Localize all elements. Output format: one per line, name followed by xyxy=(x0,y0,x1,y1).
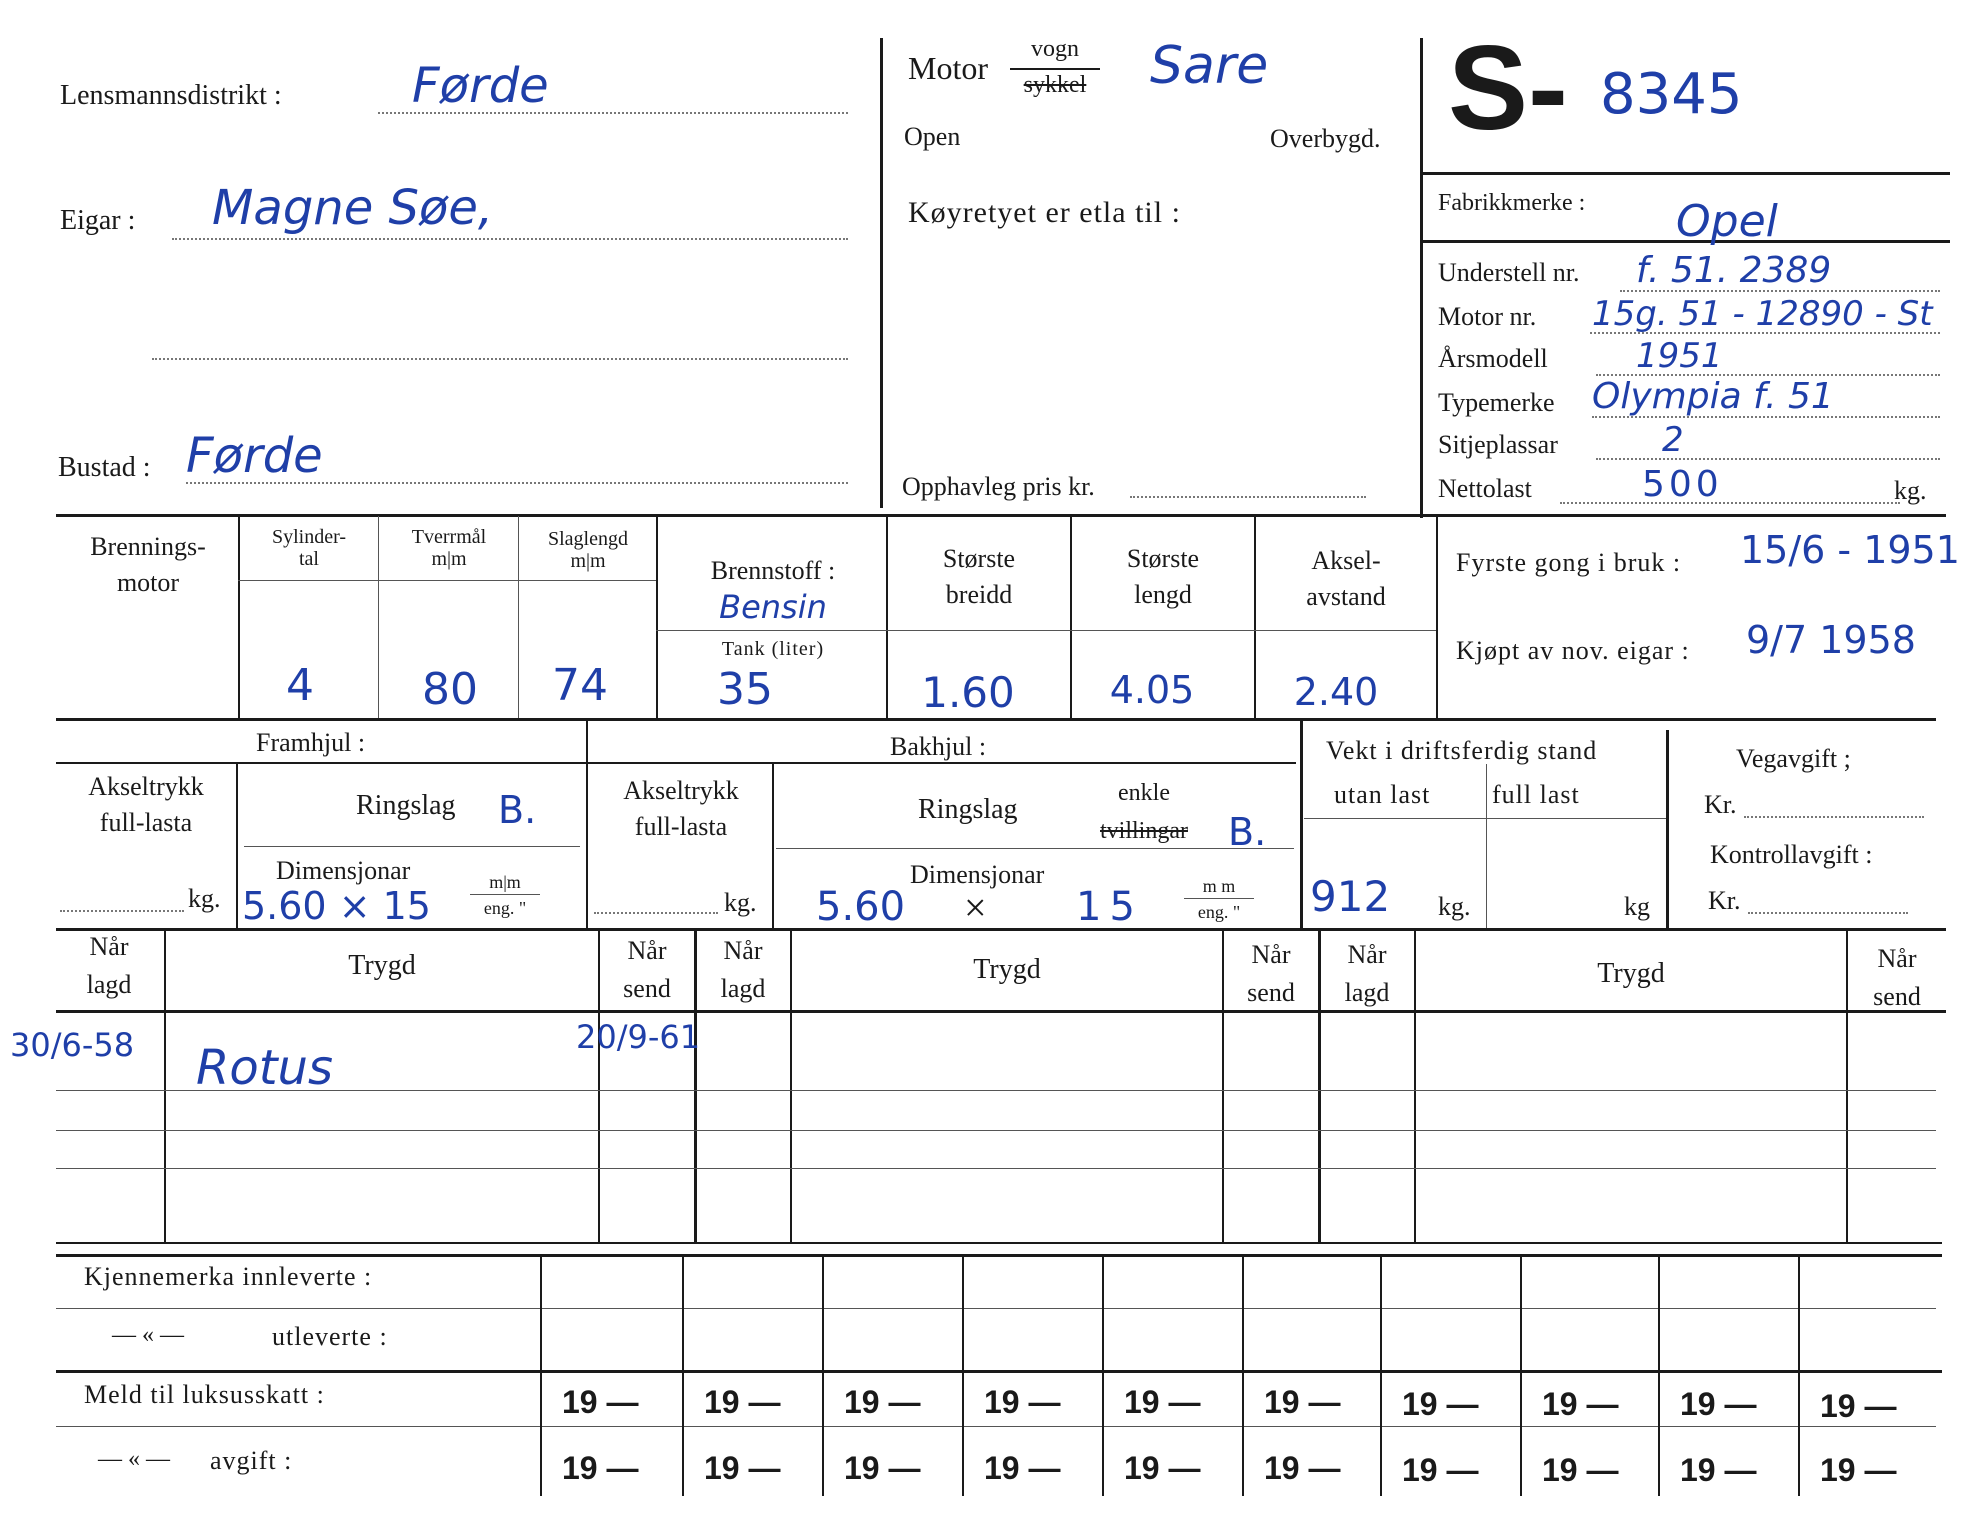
year-cell: 19 — xyxy=(704,1450,781,1486)
ins-row1-trygd: Rotus xyxy=(196,1040,333,1096)
year-cell: 19 — xyxy=(984,1384,1061,1420)
understell-value: f. 51. 2389 xyxy=(1636,250,1832,291)
eigar-dots xyxy=(172,238,848,240)
avgift-label: avgift : xyxy=(210,1446,293,1475)
motor-fraction-line xyxy=(1010,68,1100,70)
s-label: S- xyxy=(1448,21,1568,155)
motor-label: Motor xyxy=(908,50,988,86)
divider-v-ins-8 xyxy=(1846,930,1848,1242)
nettolast-value: 500 xyxy=(1642,464,1723,505)
ins2-nar-send-1: Når xyxy=(1251,940,1291,969)
ins-row1-send: 20/9-61 xyxy=(576,1018,701,1056)
divider-v-wh-3 xyxy=(772,764,774,928)
kjopt-label: Kjøpt av nov. eigar : xyxy=(1456,636,1690,665)
divider-v-bot-7 xyxy=(1520,1256,1522,1496)
ins2-trygd: Trygd xyxy=(973,954,1041,985)
enkle-label: enkle xyxy=(1118,780,1170,806)
full-kg: kg xyxy=(1624,892,1650,921)
divider-v-bot-4 xyxy=(1102,1256,1104,1496)
aksel-value: 2.40 xyxy=(1293,670,1379,714)
eigar-label: Eigar : xyxy=(60,205,136,236)
vegavgift-kr: Kr. xyxy=(1704,790,1737,819)
slaglengd-mm-label: m|m xyxy=(570,550,606,572)
full-label: full last xyxy=(1492,780,1580,809)
sitje-dots xyxy=(1596,458,1940,460)
divider-ins-row-3 xyxy=(56,1168,1936,1169)
rear-ringslag-label: Ringslag xyxy=(918,794,1018,825)
sylinder-label: Sylinder- xyxy=(271,526,347,548)
divider-wh-sub-2 xyxy=(776,848,1294,849)
sylinder-value: 4 xyxy=(286,660,314,711)
ins2-nar-send-2: send xyxy=(1247,978,1295,1007)
overbygd-label: Overbygd. xyxy=(1270,124,1381,153)
year-cell: 19 — xyxy=(1542,1452,1619,1488)
divider-v-bot-0 xyxy=(540,1256,542,1496)
tvillingar-label: tvillingar xyxy=(1100,818,1188,844)
utan-label: utan last xyxy=(1334,780,1431,809)
typemerke-value: Olympia f. 51 xyxy=(1592,376,1834,417)
divider-v-eng-3 xyxy=(518,516,519,718)
rear-akseltrykk-kg: kg. xyxy=(724,888,757,917)
motor-nr-dots xyxy=(1590,332,1940,334)
open-label: Open xyxy=(904,122,961,151)
divider-eng-sub xyxy=(238,580,656,581)
slaglengd-label: Slaglengd xyxy=(548,528,628,550)
kjopt-value: 9/7 1958 xyxy=(1746,618,1916,662)
divider-v-eng-8 xyxy=(1436,516,1438,718)
nettolast-dots xyxy=(1560,502,1900,504)
lengd-label-1: Største xyxy=(1126,544,1200,573)
year-cell: 19 — xyxy=(1820,1388,1897,1424)
utan-kg: kg. xyxy=(1438,892,1471,921)
divider-v-bot-6 xyxy=(1380,1256,1382,1496)
divider-v-wh-2 xyxy=(586,720,588,928)
vogn-label: vogn xyxy=(1031,36,1079,62)
opphavleg-dots xyxy=(1130,496,1366,498)
rear-dim-2: 15 xyxy=(1076,884,1143,930)
kontroll-kr: Kr. xyxy=(1708,886,1741,915)
meld-label: Meld til luksusskatt : xyxy=(84,1380,325,1409)
divider-v-top-2 xyxy=(1420,38,1423,518)
slaglengd-value: 74 xyxy=(552,660,608,711)
divider-eng-brennstoff xyxy=(656,630,886,631)
divider-v-bot-2 xyxy=(822,1256,824,1496)
fyrste-value: 15/6 - 1951 xyxy=(1740,528,1960,572)
year-cell: 19 — xyxy=(1264,1384,1341,1420)
motor-nr-value: 15g. 51 - 12890 - St xyxy=(1592,294,1933,334)
divider-ins-row-1 xyxy=(56,1090,1936,1091)
front-akseltrykk-kg: kg. xyxy=(188,884,221,913)
ins2-nar-lagd-1: Når xyxy=(723,936,763,965)
motor-value: Sare xyxy=(1150,36,1269,96)
divider-v-wh-6 xyxy=(1666,730,1669,928)
sylinder-tal-label: tal xyxy=(299,548,319,570)
ins1-trygd: Trygd xyxy=(348,950,416,981)
ins3-nar-lagd-2: lagd xyxy=(1344,978,1390,1007)
vekt-label: Vekt i driftsferdig stand xyxy=(1326,736,1598,765)
eigar-value: Magne Søe, xyxy=(212,180,494,236)
rear-dimensjonar-label: Dimensjonar xyxy=(910,860,1045,889)
front-eng-label: eng. " xyxy=(483,898,527,918)
ins3-trygd: Trygd xyxy=(1597,958,1665,989)
kjenne-label: Kjennemerka innleverte : xyxy=(84,1262,373,1291)
breidd-value: 1.60 xyxy=(921,668,1015,717)
divider-h-engine-top xyxy=(56,514,1946,517)
front-ringslag-value: B. xyxy=(498,788,537,832)
front-akseltrykk-1: Akseltrykk xyxy=(88,772,204,801)
avgift-ditto: — « — xyxy=(98,1446,170,1472)
divider-wh-sub-3 xyxy=(1304,818,1666,819)
front-ringslag-label: Ringslag xyxy=(356,790,456,821)
bustad-value: Førde xyxy=(186,428,323,484)
kontroll-dots xyxy=(1748,912,1908,914)
year-cell: 19 — xyxy=(704,1384,781,1420)
aksel-label-2: avstand xyxy=(1306,582,1386,611)
s-number: 8345 xyxy=(1600,62,1743,127)
brennings-label: Brennings- xyxy=(90,532,206,561)
ins1-nar-send-2: send xyxy=(623,974,671,1003)
ins1-nar-send-1: Når xyxy=(627,936,667,965)
tverrmal-mm-label: m|m xyxy=(431,548,467,570)
front-mm-label: m|m xyxy=(489,872,521,892)
tank-label: Tank (liter) xyxy=(721,638,825,660)
arsmodell-label: Årsmodell xyxy=(1438,344,1548,373)
fyrste-label: Fyrste gong i bruk : xyxy=(1456,548,1682,577)
typemerke-dots xyxy=(1592,416,1940,418)
utleverte-label: utleverte : xyxy=(272,1322,388,1351)
tverrmal-value: 80 xyxy=(422,664,478,715)
year-cell: 19 — xyxy=(1264,1450,1341,1486)
year-cell: 19 — xyxy=(1680,1386,1757,1422)
rear-ringslag-value: B. xyxy=(1228,810,1267,854)
divider-v-ins-5 xyxy=(1222,930,1224,1242)
breidd-label-1: Største xyxy=(942,544,1016,573)
rear-eng-label: eng. " xyxy=(1197,902,1241,922)
year-cell: 19 — xyxy=(844,1450,921,1486)
rear-akseltrykk-2: full-lasta xyxy=(634,812,728,841)
year-cell: 19 — xyxy=(1820,1452,1897,1488)
lengd-label-2: lengd xyxy=(1134,580,1192,609)
front-mm-line xyxy=(470,894,540,895)
divider-v-ins-6 xyxy=(1318,930,1321,1242)
divider-v-top-1 xyxy=(880,38,883,508)
fabrikk-label: Fabrikkmerke : xyxy=(1438,190,1586,216)
year-cell: 19 — xyxy=(1680,1452,1757,1488)
vegavgift-label: Vegavgift ; xyxy=(1736,744,1851,773)
sitje-value: 2 xyxy=(1662,420,1684,460)
understell-dots xyxy=(1620,290,1940,292)
nettolast-label: Nettolast xyxy=(1438,474,1532,503)
front-akseltrykk-dots xyxy=(60,910,184,912)
divider-wh-sub-1 xyxy=(244,846,580,847)
fabrikk-value: Opel xyxy=(1676,196,1778,247)
divider-v-bot-5 xyxy=(1242,1256,1244,1496)
rear-dim-x: × xyxy=(964,885,987,930)
tank-value: 35 xyxy=(717,664,773,715)
divider-h-insurance-head xyxy=(56,1010,1946,1013)
lensmann-value: Førde xyxy=(412,58,549,114)
divider-v-eng-2 xyxy=(378,516,379,718)
ins3-nar-lagd-1: Når xyxy=(1347,940,1387,969)
vegavgift-dots xyxy=(1744,816,1924,818)
sitje-label: Sitjeplassar xyxy=(1438,430,1558,459)
front-akseltrykk-2: full-lasta xyxy=(99,808,193,837)
rear-akseltrykk-1: Akseltrykk xyxy=(623,776,739,805)
divider-v-bot-8 xyxy=(1658,1256,1660,1496)
rear-mm-line xyxy=(1184,898,1254,899)
divider-s-box xyxy=(1420,172,1950,175)
rear-dim-1: 5.60 xyxy=(816,884,906,930)
brennstoff-value: Bensin xyxy=(719,588,827,626)
koyretyet-label: Køyretyet er etla til : xyxy=(908,196,1181,229)
bustad-label: Bustad : xyxy=(58,452,151,483)
year-cell: 19 — xyxy=(1402,1452,1479,1488)
sykkel-label: sykkel xyxy=(1023,72,1087,98)
divider-v-bot-9 xyxy=(1798,1256,1800,1496)
year-cell: 19 — xyxy=(1542,1386,1619,1422)
divider-h-wheels-mid xyxy=(56,762,1296,764)
year-cell: 19 — xyxy=(562,1450,639,1486)
framhjul-label: Framhjul : xyxy=(256,728,366,757)
divider-h-insurance-top xyxy=(56,928,1946,931)
divider-v-wh-1 xyxy=(236,764,238,928)
divider-v-bot-1 xyxy=(682,1256,684,1496)
aksel-label-1: Aksel- xyxy=(1311,546,1381,575)
breidd-label-2: breidd xyxy=(945,580,1013,609)
ins3-nar-send-2: send xyxy=(1873,982,1921,1011)
front-dimensjonar-label: Dimensjonar xyxy=(276,856,411,885)
eigar-dots-2 xyxy=(152,358,848,360)
year-cell: 19 — xyxy=(984,1450,1061,1486)
divider-v-bot-3 xyxy=(962,1256,964,1496)
arsmodell-value: 1951 xyxy=(1636,336,1723,376)
divider-v-eng-4 xyxy=(656,516,658,718)
typemerke-label: Typemerke xyxy=(1438,388,1555,417)
ins1-nar-lagd-1: Når xyxy=(89,932,129,961)
rear-mm-label: m m xyxy=(1202,876,1236,896)
opphavleg-label: Opphavleg pris kr. xyxy=(902,472,1095,501)
ins2-nar-lagd-2: lagd xyxy=(720,974,766,1003)
year-cell: 19 — xyxy=(1124,1450,1201,1486)
lensmann-label: Lensmannsdistrikt : xyxy=(60,80,282,111)
ins-row1-lagd: 30/6-58 xyxy=(10,1026,135,1064)
tverrmal-label: Tverrmål xyxy=(411,526,487,548)
divider-h-ins-bottom xyxy=(56,1242,1942,1244)
rear-akseltrykk-dots xyxy=(594,912,718,914)
motor-nr-label: Motor nr. xyxy=(1438,302,1537,331)
divider-h-meld-mid xyxy=(56,1426,1936,1427)
kontroll-label: Kontrollavgift : xyxy=(1710,840,1873,869)
ins1-nar-lagd-2: lagd xyxy=(86,970,132,999)
kjenne-ditto: — « — xyxy=(112,1322,184,1348)
understell-label: Understell nr. xyxy=(1438,258,1580,287)
divider-ins-row-2 xyxy=(56,1130,1936,1131)
year-cell: 19 — xyxy=(562,1384,639,1420)
divider-v-wh-4 xyxy=(1300,720,1303,928)
lengd-value: 4.05 xyxy=(1109,668,1195,712)
ins3-nar-send-1: Når xyxy=(1877,944,1917,973)
divider-v-wh-5 xyxy=(1486,764,1487,928)
bakhjul-label: Bakhjul : xyxy=(890,732,987,761)
divider-h-kjenne-mid xyxy=(56,1308,1936,1309)
utan-value: 912 xyxy=(1310,872,1391,921)
year-cell: 19 — xyxy=(1402,1386,1479,1422)
year-cell: 19 — xyxy=(844,1384,921,1420)
brennings-motor-label: motor xyxy=(116,568,180,597)
year-cell: 19 — xyxy=(1124,1384,1201,1420)
brennstoff-label: Brennstoff : xyxy=(710,556,836,585)
divider-eng-dims xyxy=(886,630,1436,631)
divider-h-engine-bottom xyxy=(56,718,1936,721)
front-dim-value: 5.60 × 15 xyxy=(242,884,431,928)
nettolast-kg: kg. xyxy=(1894,476,1927,505)
